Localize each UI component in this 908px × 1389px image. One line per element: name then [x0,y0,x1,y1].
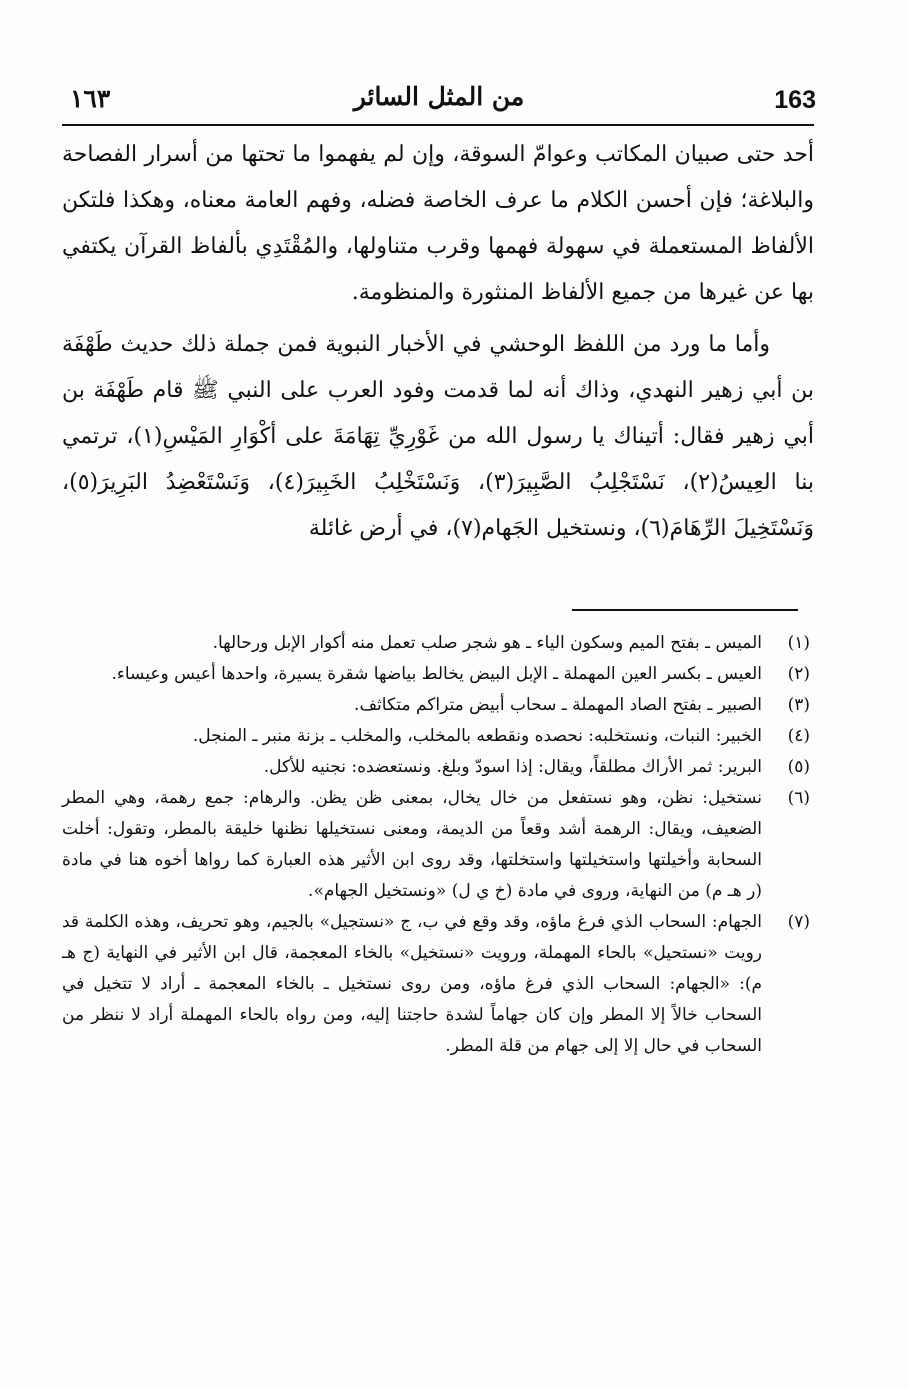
footnote-number: (٥) [787,757,810,777]
footnote [62,907,810,1062]
footnote-number: (٧) [787,912,810,932]
footnote-separator [572,609,798,611]
footnote [62,628,810,659]
footnote-text: العيس ـ بكسر العين المهملة ـ الإبل البيض يخالط بياضها شقرة يسيرة، واحدها أعيس وعيساء. [111,664,762,684]
footnote-text: البرير: ثمر الأراك مطلقاً، ويقال: إذا اسودّ وبلغ. ونستعضده: نجنيه للأكل. [263,757,762,777]
footnote-number: (٢) [787,664,810,684]
footnote-text: الصبير ـ بفتح الصاد المهملة ـ سحاب أبيض متراكم متكاثف. [354,695,762,715]
footnote [62,690,810,721]
running-title: من المثل السائر [353,82,525,111]
page-number-arabic: ١٦٣ [70,84,111,113]
footnote-number: (٦) [787,788,810,808]
footnote [62,721,810,752]
footnote-text: نستخيل: نظن، وهو نستفعل من خال يخال، بمعنى ظن يظن. والرهام: جمع رهمة، وهي المطر الضعيف، ويقال: الرهمة أشد وقعاً من الديمة، ومعنى نستخيلها نظنها خليقة بالمطر، وتقول: أخلت السحابة وأخيلتها واستخيلتها واستخلتها، وقد روى ابن الأثير هذه العبارة كما رواها أخوه هنا في مادة (ر هـ م) من النهاية، وروى في مادة (خ ي ل) «ونستخيل الجهام». [62,788,762,901]
footnote-number: (٤) [787,726,810,746]
footnote [62,659,810,690]
footnote-text: الميس ـ بفتح الميم وسكون الياء ـ هو شجر صلب تعمل منه أكوار الإبل ورحالها. [212,633,762,653]
paragraph-2: وأما ما ورد من اللفظ الوحشي في الأخبار النبوية فمن جملة ذلك حديث طَهْفَة بن أبي زهير النهدي، وذاك أنه لما قدمت وفود العرب على النبي ﷺ قام طَهْفَة بن أبي زهير فقال: أتيناك يا رسول الله من غَوْرِيِّ تِهَامَةَ على أكْوَارِ المَيْسِ(١)، ترتمي بنا العِيسُ(٢)، نَسْتَجْلِبُ الصَّبِيرَ(٣)، وَنَسْتَخْلِبُ الخَبِيرَ(٤)، وَنَسْتَعْضِدُ البَرِيرَ(٥)، وَنَسْتَخِيلَ الرِّهَامَ(٦)، ونستخيل الجَهام(٧)، في أرض غائلة [62,332,815,541]
footnote-text: الخبير: النبات، ونستخلبه: نحصده ونقطعه بالمخلب، والمخلب ـ بزنة منبر ـ المنجل. [192,726,762,746]
footnote-number: (١) [787,633,810,653]
page-number-latin: 163 [774,86,816,114]
main-text [62,132,814,552]
footnote-number: (٣) [787,695,810,715]
footnote [62,783,810,907]
footnotes [62,628,810,1062]
header-rule [62,124,814,126]
paragraph-1: أحد حتى صبيان المكاتب وعوامّ السوقة، وإن لم يفهموا ما تحتها من أسرار الفصاحة والبلاغة؛ فإن أحسن الكلام ما عرف الخاصة فضله، وفهم العامة معناه، وهكذا فلتكن الألفاظ المستعملة في سهولة فهمها وقرب متناولها، والمُقْتَدِي بألفاظ القرآن يكتفي بها عن غيرها من جميع الألفاظ المنثورة والمنظومة. [62,142,814,305]
footnote [62,752,810,783]
footnote-text: الجهام: السحاب الذي فرغ ماؤه، وقد وقع في ب، ج «نستجيل» بالجيم، وهو تحريف، وهذه الكلمة قد رويت «نستحيل» بالحاء المهملة، ورويت «نستخيل» بالخاء المعجمة، قال ابن الأثير في النهاية (ج هـ م): «الجهام: السحاب الذي فرغ ماؤه، ومن روى نستخيل ـ بالخاء المعجمة ـ أراد لا تتخيل في السحاب خالاً إلا المطر وإن كان جهاماً لشدة حاجتنا إليه، ومن رواه بالحاء المهملة أراد لا ننظر من السحاب في حال إلا إلى جهام من قلة المطر. [62,912,762,1056]
page-header [62,80,816,120]
